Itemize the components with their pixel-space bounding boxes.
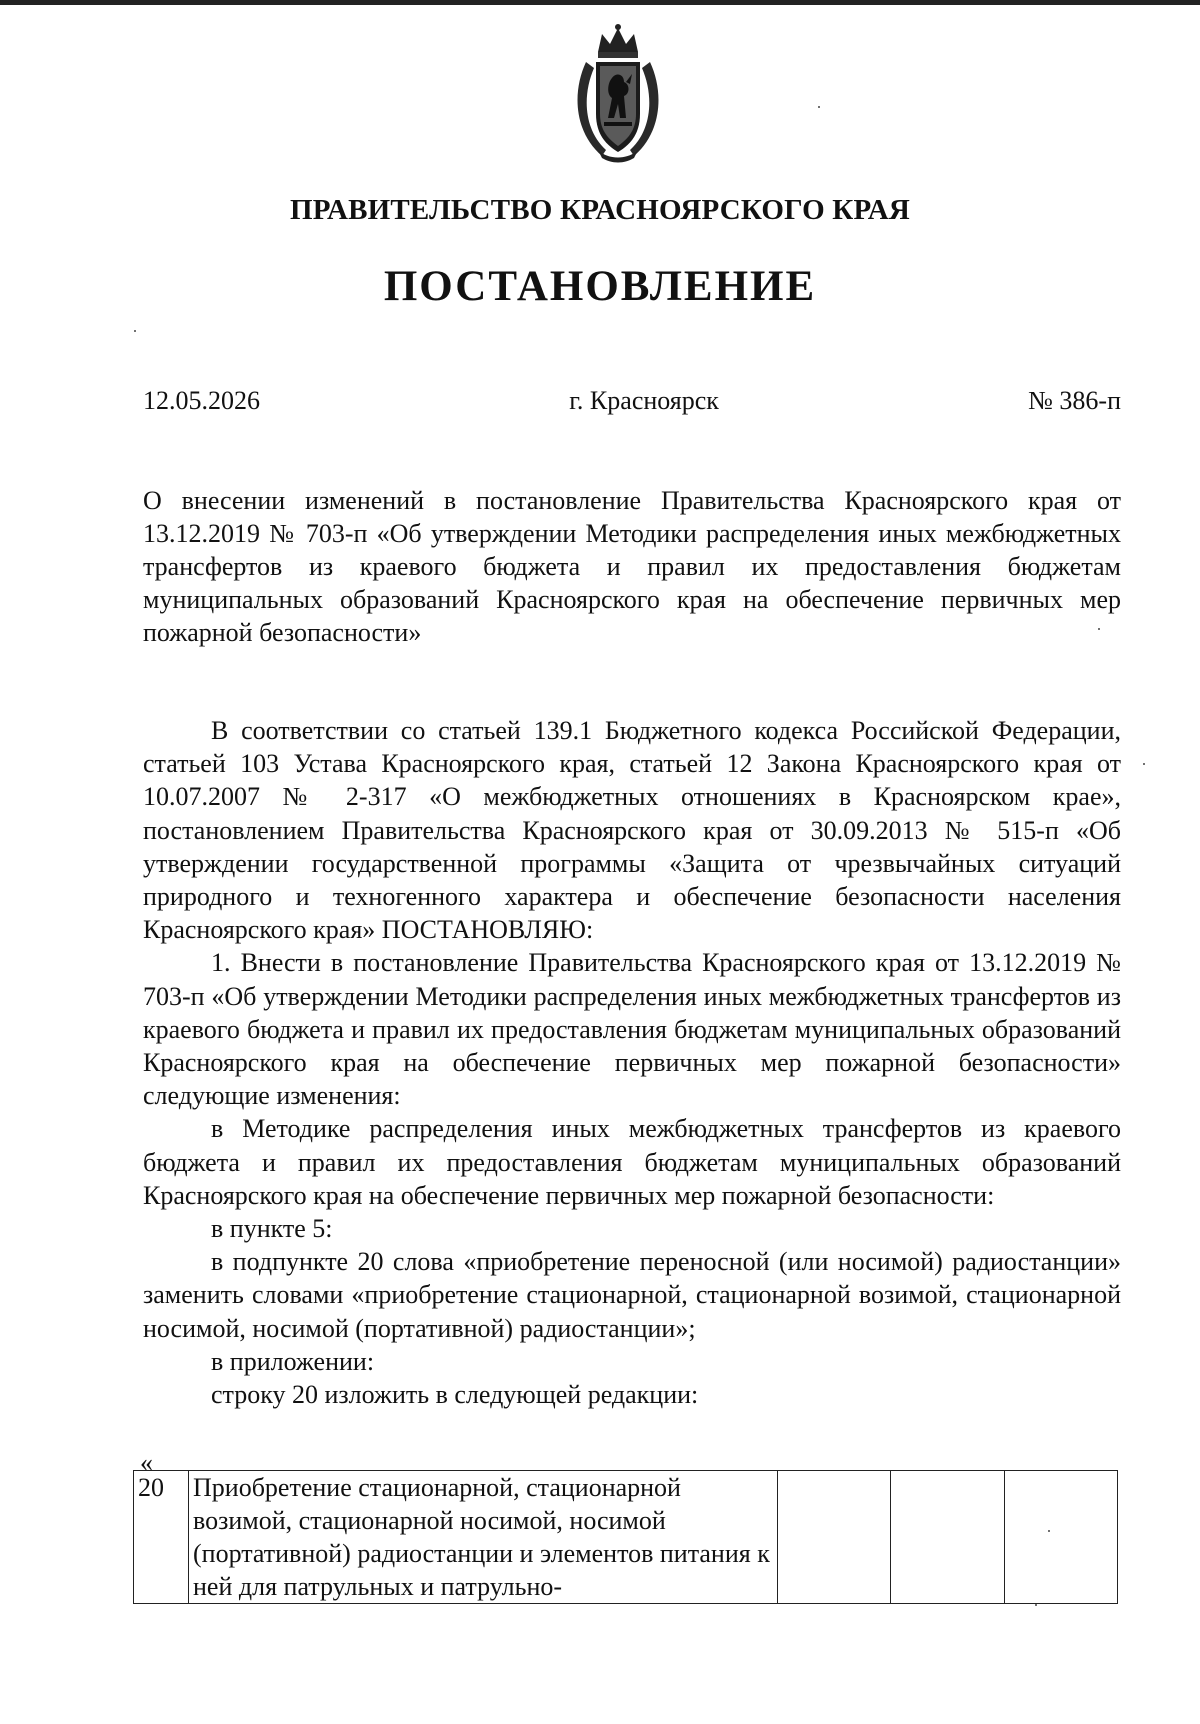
body-paragraph: в Методике распределения иных межбюджетных трансфертов из краевого бюджета и правил их предоставления бюджетам муниципальных образований Красноярского края на обеспечение первичных мер пожарной безопасности: (143, 1114, 1121, 1210)
scan-speck (1035, 1604, 1037, 1606)
document-meta-row (143, 386, 1121, 416)
body-paragraph: В соответствии со статьей 139.1 Бюджетного кодекса Российской Федерации, статьей 103 Устава Красноярского края, статьей 12 Закона Красноярского края от 10.07.2007 № 2-317 «О межбюджетных отношениях в Красноярском крае», постановлением Правительства Красноярского края от 30.09.2013 № 515-п «Об утверждении государственной программы «Защита от чрезвычайных ситуаций природного и техногенного характера и обеспечение безопасности населения Красноярского края» ПОСТАНОВЛЯЮ: (143, 716, 1121, 945)
scan-speck (1098, 628, 1100, 630)
empty-cell (1004, 1471, 1117, 1604)
empty-cell (778, 1471, 891, 1604)
issuing-authority: ПРАВИТЕЛЬСТВО КРАСНОЯРСКОГО КРАЯ (289, 194, 911, 226)
document-body (143, 714, 1121, 1411)
scan-speck (818, 106, 820, 108)
table-open-quote: « (140, 1448, 153, 1477)
body-paragraph: в подпункте 20 слова «приобретение переносной (или носимой) радиостанции» заменить словами «приобретение стационарной, стационарной возимой, стационарной носимой, носимой (портативной) радиостанции»; (143, 1247, 1121, 1343)
row-number-cell: 20 (134, 1471, 189, 1604)
top-edge-rule (0, 0, 1200, 5)
scan-speck (1143, 763, 1145, 765)
document-date: 12.05.2026 (143, 386, 260, 415)
document-title: О внесении изменений в постановление Правительства Красноярского края от 13.12.2019 № 703-п «Об утверждении Методики распределения иных межбюджетных трансфертов из краевого бюджета и правил их предоставления бюджетам муниципальных образований Красноярского края на обеспечение первичных мер пожарной безопасности» (143, 486, 1121, 647)
table-row (134, 1471, 1118, 1604)
document-number: № 386-п (1028, 386, 1121, 415)
scan-speck (134, 330, 136, 332)
row-text-cell: Приобретение стационарной, стационарной возимой, стационарной носимой, носимой (портативной) радиостанции и элементов питания к ней для патрульных и патрульно- (189, 1471, 778, 1604)
body-paragraph: в пункте 5: (211, 1214, 333, 1244)
body-paragraph: 1. Внести в постановление Правительства Красноярского края от 13.12.2019 № 703-п «Об утверждении Методики распределения иных межбюджетных трансфертов из краевого бюджета и правил их предоставления бюджетам муниципальных образований Красноярского края на обеспечение первичных мер пожарной безопасности» следующие изменения: (143, 948, 1121, 1111)
krasnoyarsk-coat-of-arms-icon (568, 22, 668, 164)
empty-cell (891, 1471, 1004, 1604)
scan-speck (1048, 1530, 1050, 1532)
amendment-table (133, 1470, 1118, 1604)
document-city: г. Красноярск (569, 386, 719, 415)
document-type-heading: ПОСТАНОВЛЕНИЕ (383, 263, 817, 310)
body-paragraph: в приложении: (211, 1346, 375, 1376)
body-paragraph: строку 20 изложить в следующей редакции: (211, 1380, 699, 1410)
